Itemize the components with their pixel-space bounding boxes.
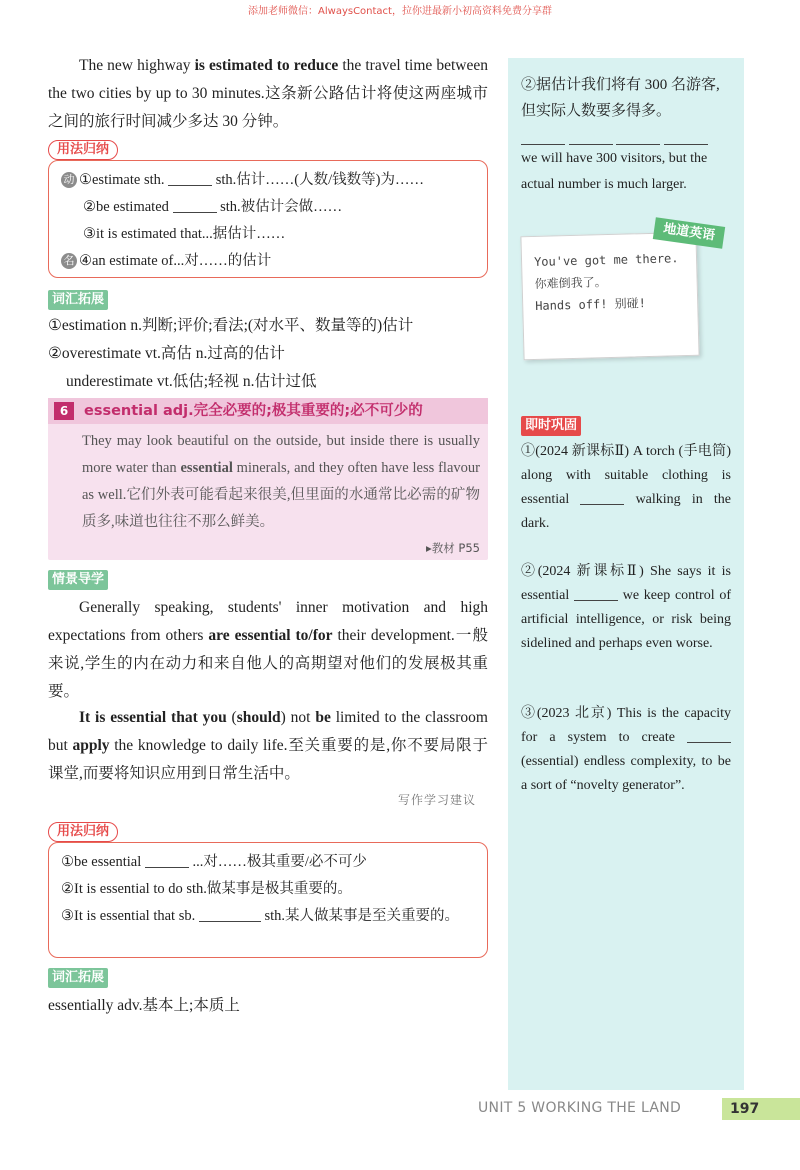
- blank: [569, 131, 613, 145]
- usage2-l3a: ③It is essential that sb.: [61, 908, 196, 924]
- usage2-line-2: ②It is essential to do sth.做某事是极其重要的。: [61, 881, 352, 897]
- p1-pre: ①(2024 新课标Ⅱ) A torch (手电筒) along with suitable clothing is essential: [521, 444, 731, 507]
- side-q2-zh: ②据估计我们将有 300 名游客,但实际人数要多得多。: [521, 77, 720, 119]
- vocab1-line-1: ①estimation n.判断;评价;看法;(对水平、数量等的)估计: [48, 317, 414, 334]
- blank: [521, 131, 565, 145]
- scene-p1-bold: are essential to/for: [208, 627, 333, 644]
- usage2-l3b: sth.某人做某事是至关重要的。: [264, 908, 460, 924]
- page-number: 197: [722, 1098, 800, 1120]
- blank: [168, 172, 212, 187]
- usage1-l2b: sth.被估计会做……: [220, 199, 343, 215]
- idiom-note-card: [520, 232, 699, 361]
- p1-post: walking in the dark.: [521, 492, 731, 531]
- p2-pre: ②(2024 新课标Ⅱ) She says it is essential: [521, 564, 731, 603]
- unit-title: UNIT 5 WORKING THE LAND: [478, 1100, 682, 1116]
- idiom-note-label: 地道英语: [653, 217, 725, 249]
- scene-p2-e: the knowledge to daily life.至关重要的是,你不要局限于课堂,而要将知识应用到日常生活中。: [48, 737, 488, 782]
- p3-post: (essential) endless complexity, to be a sort of “novelty generator”.: [521, 754, 731, 793]
- usage-tag-2: 用法归纳: [48, 822, 118, 842]
- entry-number: 6: [54, 402, 74, 420]
- scene-tag: 情景导学: [48, 570, 108, 590]
- scene-p1-pre: Generally speaking, students' inner motivation and high expectations from others: [48, 599, 488, 644]
- scene-p2-c: ) not: [280, 709, 316, 726]
- usage1-line-1: [61, 167, 475, 194]
- usage-box-2: [48, 842, 488, 958]
- vocab2-list: [48, 992, 488, 1020]
- vocab1-list: [48, 312, 488, 396]
- intro-en-post: the travel time between the two cities by up to 30 minutes.: [48, 57, 488, 102]
- side-q2-en: we will have 300 visitors, but the actual number is much larger.: [521, 151, 708, 192]
- usage1-l1a: ①estimate sth.: [79, 172, 165, 188]
- usage1-line-3: ③it is estimated that...据估计……: [83, 226, 286, 242]
- vocab1-line-2: ②overestimate vt.高估 n.过高的估计: [48, 345, 285, 362]
- blank: [173, 199, 217, 214]
- vocab2-line-1: essentially adv.基本上;本质上: [48, 997, 240, 1014]
- vocab1-line-3: underestimate vt.低估;轻视 n.估计过低: [66, 373, 317, 390]
- intro-paragraph: [48, 52, 488, 136]
- writing-hint: 写作学习建议: [398, 793, 477, 807]
- scene-p2-a: (: [226, 709, 237, 726]
- entry6-bold: essential: [180, 460, 233, 476]
- practice-tag: 即时巩固: [521, 416, 581, 436]
- scene-p2-b1: It is essential that you: [79, 709, 227, 726]
- vocab-tag-1: 词汇拓展: [48, 290, 108, 310]
- p2-post: we keep control of artificial intelligence, or risk being sidelined and perhaps even worse.: [521, 588, 732, 651]
- practice-item-3: [521, 702, 731, 798]
- entry-6-title: essential adj.完全必要的;极其重要的;必不可少的: [84, 403, 423, 419]
- intro-zh: 这条新公路估计将使这两座城市之间的旅行时间减少多达 30 分钟。: [48, 85, 488, 130]
- scene-paragraph-1: [48, 594, 488, 706]
- scene-p2-b4: apply: [72, 737, 110, 754]
- usage2-line-1: [61, 849, 475, 876]
- entry-6-example: [82, 428, 480, 536]
- blank: [145, 854, 189, 869]
- usage1-l2a: ②be estimated: [83, 199, 169, 215]
- scene-p2-b2: should: [236, 709, 281, 726]
- entry-6-header: [48, 398, 488, 424]
- textbook-reference: ▸教材 P55: [426, 541, 480, 555]
- blank: [664, 131, 708, 145]
- usage-box-1: [48, 160, 488, 278]
- intro-en: The new highway: [79, 57, 195, 74]
- intro-bold: is estimated to reduce: [194, 57, 339, 74]
- scene-p2-b3: be: [315, 709, 331, 726]
- usage2-line-3: [61, 903, 475, 930]
- practice-item-2: [521, 560, 731, 656]
- usage2-l1b: ...对……极其重要/必不可少: [192, 854, 367, 870]
- note-line-2: Hands off! 别碰!: [535, 296, 647, 313]
- usage-tag-1: 用法归纳: [48, 140, 118, 160]
- practice-item-1: [521, 440, 731, 536]
- p3-pre: ③(2023 北京) This is the capacity for a system to create: [521, 706, 731, 745]
- noun-mark-icon: 名: [61, 253, 77, 269]
- blank: [574, 587, 618, 601]
- note-line-1: You've got me there. 你难倒我了。: [533, 251, 679, 291]
- entry6-pre: They may look beautiful on the outside, but inside there is usually more water than: [82, 433, 480, 476]
- blank: [616, 131, 660, 145]
- usage1-line-4: [61, 248, 475, 275]
- scene-p1-post: their development.一般来说,学生的内在动力和来自他人的高期望对他们的发展极其重要。: [48, 627, 488, 700]
- scene-paragraph-2: [48, 704, 488, 788]
- usage1-l1b: sth.估计……(人数/钱数等)为……: [215, 172, 424, 188]
- vocab-tag-2: 词汇拓展: [48, 968, 108, 988]
- scene-p2-d: limited to the classroom but: [48, 709, 488, 754]
- verb-mark-icon: 动: [61, 172, 77, 188]
- usage1-line-2: [61, 194, 475, 221]
- blank: [199, 908, 261, 923]
- entry6-post: minerals, and they often have less flavour as well.它们外表可能看起来很美,但里面的水通常比必需的矿物质多,味道也往往不那么鲜美。: [82, 460, 480, 530]
- entry-6-box: [48, 398, 488, 560]
- blank: [687, 729, 731, 743]
- usage2-l1a: ①be essential: [61, 854, 142, 870]
- usage1-l4: ④an estimate of...对……的估计: [79, 253, 272, 269]
- watermark-text: 添加老师微信：AlwaysContact，拉你进最新小初高资料免费分享群: [248, 6, 552, 17]
- blank: [580, 491, 624, 505]
